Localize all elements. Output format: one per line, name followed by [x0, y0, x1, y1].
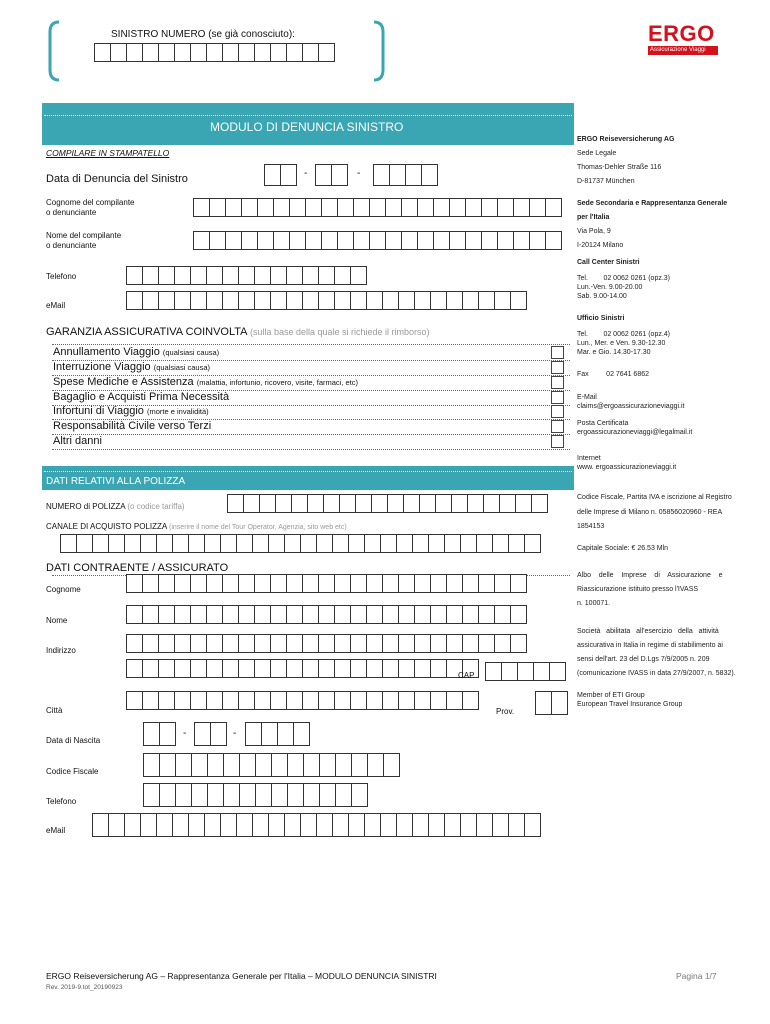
garanzia-checkbox[interactable]	[551, 346, 564, 359]
data-nascita-label: Data di Nascita	[46, 736, 101, 745]
citta-boxes[interactable]	[126, 691, 478, 710]
sidebar-text: sensi dell'art. 23 del D.Lgs 7/9/2005 n. 209	[577, 656, 710, 663]
header-bracket-left	[47, 20, 61, 82]
footer-rev: Rev. 2019-9.tot_20190923	[46, 984, 123, 991]
sidebar-heading: Call Center Sinistri	[577, 259, 640, 266]
garanzia-checkbox[interactable]	[551, 361, 564, 374]
codice-fiscale-boxes[interactable]	[143, 753, 399, 777]
sidebar-text: I-20124 Milano	[577, 242, 624, 249]
nome-compilante-label-1: Nome del compilante	[46, 231, 122, 240]
canale-boxes[interactable]	[60, 534, 540, 553]
email-label: eMail	[46, 301, 66, 310]
page-title: MODULO DI DENUNCIA SINISTRO	[210, 120, 404, 134]
sidebar-text: European Travel Insurance Group	[577, 701, 683, 708]
garanzia-checkbox[interactable]	[551, 435, 564, 448]
nome-compilante-boxes[interactable]	[193, 231, 561, 250]
sidebar-text: Albo delle Imprese di Assicurazione e	[577, 572, 723, 579]
garanzia-checkbox[interactable]	[551, 391, 564, 404]
sidebar-text: delle Imprese di Milano n. 05856020960 - REA	[577, 509, 723, 516]
sidebar-text: 1854153	[577, 523, 605, 530]
numero-polizza-label	[46, 502, 185, 512]
sidebar-text: Tel. 02 0062 0261 (opz.4)	[577, 331, 671, 338]
sidebar-text: Codice Fiscale, Partita IVA e iscrizione al Registro	[577, 494, 732, 501]
sidebar-text: D-81737 München	[577, 178, 635, 185]
sidebar-text: Capitale Sociale: € 26.53 Mln	[577, 545, 669, 552]
divider	[52, 449, 570, 450]
garanzia-title	[46, 326, 430, 339]
garanzia-item: Bagaglio e Acquisti Prima Necessità	[53, 391, 230, 403]
sidebar-text: Posta Certificata	[577, 420, 629, 427]
sidebar-text: assicurativa in Italia in regime di stabilimento ai	[577, 642, 723, 649]
indirizzo-boxes-2[interactable]	[126, 659, 478, 678]
indirizzo-label: Indirizzo	[46, 646, 76, 655]
canale-note: (inserire il nome del Tour Operator, Agenzia, sito web etc)	[169, 524, 347, 531]
sidebar-text: n. 100071.	[577, 600, 611, 607]
garanzia-checkbox[interactable]	[551, 405, 564, 418]
date-dash: -	[183, 728, 187, 739]
date-dash: -	[233, 728, 237, 739]
canale-label	[46, 522, 347, 533]
sidebar-heading: Sede Secondaria e Rappresentanza Generale	[577, 200, 728, 207]
telefono-contraente-boxes[interactable]	[143, 783, 367, 807]
sidebar-text: Sede Legale	[577, 150, 617, 157]
nome-boxes[interactable]	[126, 605, 526, 624]
garanzia-item: Interruzione Viaggio (qualsiasi causa)	[53, 361, 210, 373]
polizza-title: DATI RELATIVI ALLA POLIZZA	[46, 476, 186, 487]
data-denuncia-year[interactable]	[373, 164, 437, 186]
citta-label: Città	[46, 706, 63, 715]
divider	[52, 434, 570, 435]
telefono-contraente-label: Telefono	[46, 797, 77, 806]
garanzia-item: Annullamento Viaggio (qualsiasi causa)	[53, 346, 220, 358]
email-contraente-label: eMail	[46, 826, 66, 835]
nome-compilante-label-2: o denunciante	[46, 241, 97, 250]
sidebar-text: Fax 02 7641 6862	[577, 371, 649, 378]
garanzia-title-text: GARANZIA ASSICURATIVA COINVOLTA	[46, 326, 247, 338]
email-contraente-boxes[interactable]	[92, 813, 540, 837]
codice-fiscale-label: Codice Fiscale	[46, 767, 99, 776]
sidebar-text: Internet	[577, 455, 601, 462]
sidebar-website[interactable]: www. ergoassicurazioneviaggi.it	[577, 464, 677, 471]
footer-text: ERGO Reiseversicherung AG – Rappresentanza Generale per l'Italia – MODULO DENUNCIA SINISTRI	[46, 971, 437, 981]
data-denuncia-month[interactable]	[315, 164, 347, 186]
cognome-boxes[interactable]	[126, 574, 526, 593]
data-nascita-day[interactable]	[143, 722, 175, 746]
prov-label: Prov.	[496, 707, 515, 716]
contraente-title: DATI CONTRAENTE / ASSICURATO	[46, 562, 229, 574]
telefono-boxes[interactable]	[126, 266, 366, 285]
sidebar-text: Tel. 02 0062 0261 (opz.3)	[577, 275, 671, 282]
date-dash: -	[357, 168, 361, 179]
numero-polizza-boxes[interactable]	[227, 494, 547, 513]
garanzia-checkbox[interactable]	[551, 420, 564, 433]
sidebar-text: Member of ETI Group	[577, 692, 645, 699]
sidebar-heading: per l'Italia	[577, 214, 610, 221]
sidebar-text: Riassicurazione istituito presso l'IVASS	[577, 586, 699, 593]
data-nascita-month[interactable]	[194, 722, 226, 746]
sinistro-numero-label: SINISTRO NUMERO (se già conosciuto):	[111, 29, 295, 40]
indirizzo-boxes[interactable]	[126, 634, 526, 653]
cognome-label: Cognome	[46, 585, 81, 594]
cap-label: CAP	[458, 671, 475, 680]
header-bracket-right	[372, 20, 386, 82]
sidebar-text: Lun.-Ven. 9.00-20.00	[577, 284, 643, 291]
cognome-compilante-label-1: Cognome del compilante	[46, 198, 135, 207]
sidebar-email[interactable]: claims@ergoassicurazioneviaggi.it	[577, 403, 685, 410]
sidebar-text: Via Pola, 9	[577, 228, 611, 235]
canale-text: CANALE DI ACQUISTO POLIZZA	[46, 522, 167, 531]
telefono-label: Telefono	[46, 272, 77, 281]
sidebar-company: ERGO Reiseversicherung AG	[577, 136, 675, 143]
date-dash: -	[304, 168, 308, 179]
garanzia-subtitle: (sulla base della quale si richiede il rimborso)	[249, 327, 430, 337]
sinistro-numero-boxes[interactable]	[94, 43, 334, 62]
page-number: Pagina 1/7	[676, 971, 717, 981]
sidebar-text: Mar. e Gio. 14.30-17.30	[577, 349, 651, 356]
ergo-logo	[648, 22, 718, 55]
prov-boxes[interactable]	[535, 691, 567, 715]
garanzia-item: Spese Mediche e Assistenza (malattia, infortunio, ricovero, visite, farmaci, etc)	[53, 376, 359, 388]
numero-polizza-text: NUMERO di POLIZZA	[46, 502, 126, 511]
numero-polizza-note: (o codice tariffa)	[127, 502, 185, 511]
cap-boxes[interactable]	[485, 662, 565, 681]
sidebar-text: (comunicazione IVASS in data 27/9/2007, n. 5832).	[577, 670, 736, 677]
sidebar-pec[interactable]: ergoassicurazioneviaggi@legalmail.it	[577, 429, 693, 436]
sidebar-text: E-Mail	[577, 394, 597, 401]
garanzia-item: Responsabilità Civile verso Terzi	[53, 420, 212, 432]
polizza-banner-dots	[44, 471, 572, 472]
sidebar-text: Lun., Mer. e Ven. 9.30-12.30	[577, 340, 666, 347]
garanzia-item: Altri danni	[53, 435, 102, 447]
sidebar-text: Società abilitata all'esercizio della attività	[577, 628, 719, 635]
sidebar-text: Thomas-Dehler Straße 116	[577, 164, 662, 171]
sidebar-heading: Ufficio Sinistri	[577, 315, 625, 322]
nome-label: Nome	[46, 616, 68, 625]
garanzia-item: Infortuni di Viaggio (morte e invalidità)	[53, 405, 209, 417]
title-banner-dots	[44, 115, 572, 116]
data-nascita-year[interactable]	[245, 722, 309, 746]
email-boxes[interactable]	[126, 291, 526, 310]
data-denuncia-day[interactable]	[264, 164, 296, 186]
cognome-compilante-boxes[interactable]	[193, 198, 561, 217]
garanzia-checkbox[interactable]	[551, 376, 564, 389]
cognome-compilante-label-2: o denunciante	[46, 208, 97, 217]
ergo-logo-text: ERGO	[648, 21, 715, 46]
divider	[52, 344, 570, 345]
compilare-note: COMPILARE IN STAMPATELLO	[46, 148, 170, 158]
ergo-logo-sub: Assicurazione Viaggi	[648, 46, 718, 55]
sidebar-text: Sab. 9.00-14.00	[577, 293, 627, 300]
data-denuncia-label: Data di Denuncia del Sinistro	[46, 173, 188, 185]
